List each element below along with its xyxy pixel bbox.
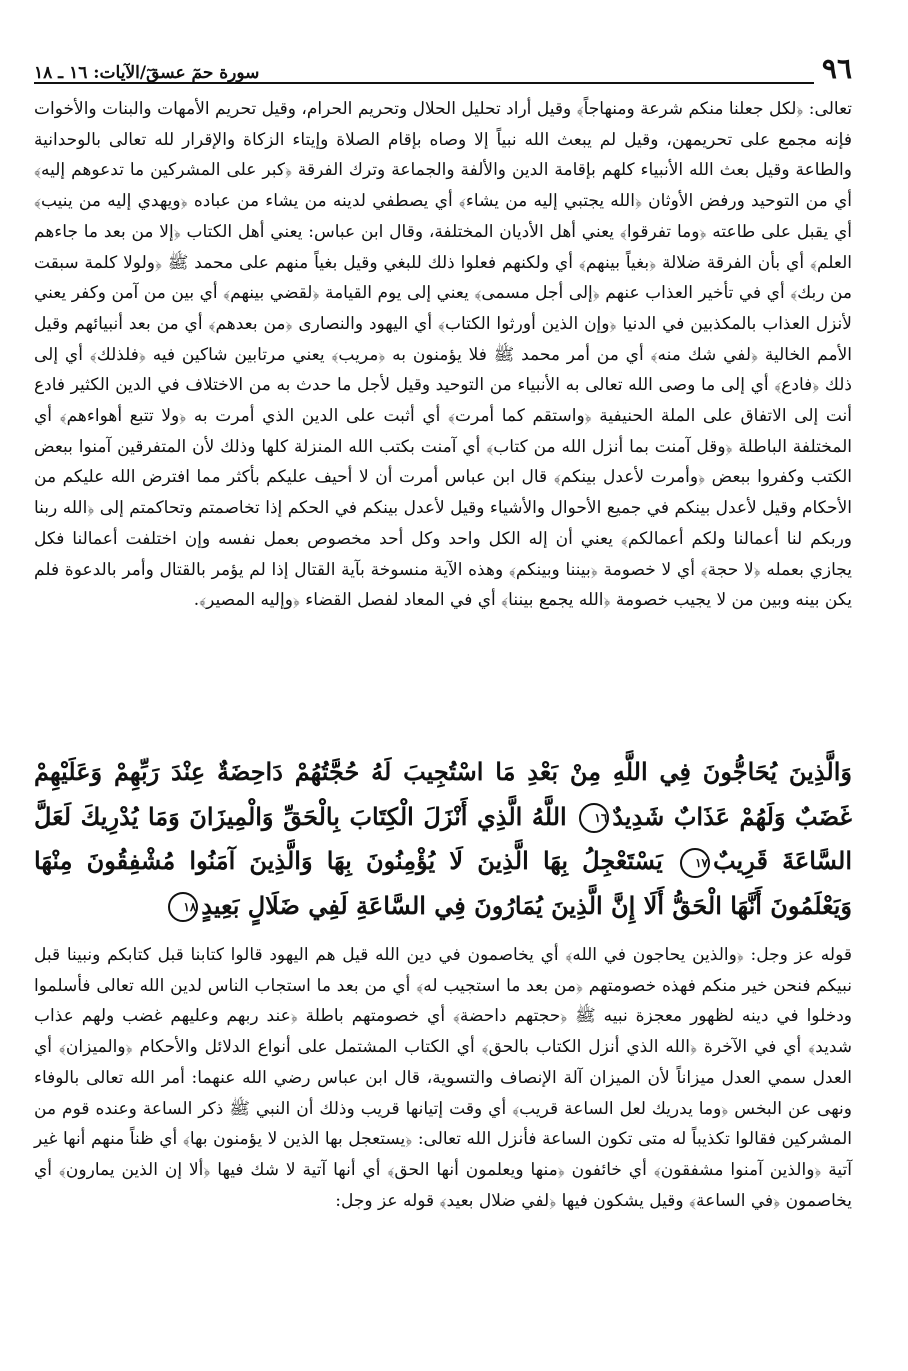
ayah-number-marker: ١٦ (579, 803, 609, 833)
ayah-number-marker: ١٨ (168, 892, 198, 922)
commentary-bottom: قوله عز وجل: ﴿والذين يحاجون في الله﴾ أي يخاصمون في دين الله قيل هم اليهود قالوا كتابنا قبل كتابكم ونبينا قبل نبيكم فنحن خير منكم فهذه خصومتهم ﴿من بعد ما استجيب له﴾ أي من بعد ما استجاب الناس لدين الله تعالى فأسلموا ودخلوا في دينه لظهور معجزة نبيه ﷺ ﴿حجتهم داحضة﴾ أي خصومتهم باطلة ﴿عند ربهم وعليهم غضب ولهم عذاب شديد﴾ أي في الآخرة ﴿الله الذي أنزل الكتاب بالحق﴾ أي الكتاب المشتمل على أنواع الدلائل والأحكام ﴿والميزان﴾ أي العدل سمي العدل ميزاناً لأن الميزان آلة الإنصاف والتسوية، قال ابن عباس رضي الله عنهما: أمر الله تعالى بالوفاء ونهى عن البخس ﴿وما يدريك لعل الساعة قريب﴾ أي وقت إتيانها قريب وذلك أن النبي ﷺ ذكر الساعة وعنده قوم من المشركين فقالوا تكذيباً له متى تكون الساعة فأنزل الله تعالى: ﴿يستعجل بها الذين لا يؤمنون بها﴾ أي ظناً منهم أنها غير آتية ﴿والذين آمنوا مشفقون﴾ أي خائفون ﴿منها ويعلمون أنها الحق﴾ أي أنها آتية لا شك فيها ﴿ألا إن الذين يمارون﴾ أي يخاصمون ﴿في الساعة﴾ وقيل يشكون فيها ﴿لفي ضلال بعيد﴾ قوله عز وجل: (34, 945, 852, 1211)
verse-16: وَالَّذِينَ يُحَاجُّونَ فِي اللَّهِ مِنْ بَعْدِ مَا اسْتُجِيبَ لَهُ حُجَّتُهُمْ دَاحِضَةٌ عِنْدَ رَبِّهِمْ وَعَلَيْهِمْ غَضَبٌ وَلَهُمْ عَذَابٌ شَدِيدٌ (34, 757, 852, 831)
page-number: ٩٦ (821, 52, 852, 85)
commentary-top: تعالى: ﴿لكل جعلنا منكم شرعة ومنهاجاً﴾ وقيل أراد تحليل الحلال وتحريم الحرام، وقيل تحريم الأمهات والبنات والأخوات فإنه مجمع على تحريمهن، وقيل لم يبعث الله نبياً إلا وصاه بإقام الصلاة وإيتاء الزكاة والإقرار لله تعالى بالوحدانية والطاعة وقيل بعث الله الأنبياء كلهم بإقامة الدين والألفة والجماعة وترك الفرقة ﴿كبر على المشركين ما تدعوهم إليه﴾ أي من التوحيد ورفض الأوثان ﴿الله يجتبي إليه من يشاء﴾ أي يصطفي لدينه من يشاء من عباده ﴿ويهدي إليه من ينيب﴾ أي يقبل على طاعته ﴿وما تفرقوا﴾ يعني أهل الأديان المختلفة، وقال ابن عباس: يعني أهل الكتاب ﴿إلا من بعد ما جاءهم العلم﴾ أي بأن الفرقة ضلالة ﴿بغياً بينهم﴾ أي ولكنهم فعلوا ذلك للبغي وقيل بغياً منهم على محمد ﷺ ﴿ولولا كلمة سبقت من ربك﴾ أي في تأخير العذاب عنهم ﴿إلى أجل مسمى﴾ يعني إلى يوم القيامة ﴿لقضي بينهم﴾ أي بين من آمن وكفر يعني لأنزل العذاب بالمكذبين في الدنيا ﴿وإن الذين أورثوا الكتاب﴾ أي اليهود والنصارى ﴿من بعدهم﴾ أي من بعد أنبيائهم وقيل الأمم الخالية ﴿لفي شك منه﴾ أي من أمر محمد ﷺ فلا يؤمنون به ﴿مريب﴾ يعني مرتابين شاكين فيه ﴿فلذلك﴾ أي إلى ذلك ﴿فادع﴾ أي إلى ما وصى الله تعالى به الأنبياء من التوحيد وقيل لأجل ما حدث به من الاختلاف في الدين الكثير فادع أنت إلى الاتفاق على الملة الحنيفية ﴿واستقم كما أمرت﴾ أي أثبت على الدين الذي أمرت به ﴿ولا تتبع أهواءهم﴾ أي المختلفة الباطلة ﴿وقل آمنت بما أنزل الله من كتاب﴾ أي آمنت بكتب الله المنزلة كلها وذلك لأن المتفرقين آمنوا ببعض الكتب وكفروا ببعض ﴿وأمرت لأعدل بينكم﴾ قال ابن عباس أمرت أن لا أحيف عليكم بأكثر مما افترض الله عليكم من الأحكام وقيل لأعدل بينكم في جميع الأحوال والأشياء وقيل لأعدل بينكم في الحكم إذا تخاصمتم وتحاكمتم إلى ﴿الله ربنا وربكم لنا أعمالنا ولكم أعمالكم﴾ يعني أن إله الكل واحد وكل أحد مخصوص بعمل نفسه وإن اختلفت أعمالنا فكل يجازي بعمله ﴿لا حجة﴾ أي لا خصومة ﴿بيننا وبينكم﴾ وهذه الآية منسوخة بآية القتال إذا لم يؤمر بالقتال وأمر بالدعوة فلم يكن بينه وبين من لا يجيب خصومة ﴿الله يجمع بيننا﴾ أي في المعاد لفصل القضاء ﴿وإليه المصير﴾. (34, 99, 852, 611)
ayah-number-marker: ١٧ (680, 848, 710, 878)
verse-18: يَسْتَعْجِلُ بِهَا الَّذِينَ لَا يُؤْمِنُونَ بِهَا وَالَّذِينَ آمَنُوا مُشْفِقُونَ مِنْهَا وَيَعْلَمُونَ أَنَّهَا الْحَقُّ أَلَا إِنَّ الَّذِينَ يُمَارُونَ فِي السَّاعَةِ لَفِي ضَلَالٍ بَعِيدٍ (34, 846, 852, 920)
header-rule (34, 82, 814, 84)
page-header (34, 50, 852, 84)
running-title: سورة حمٓ عسقٓ/الآيات: ١٦ ـ ١٨ (34, 63, 260, 83)
quran-verses (34, 750, 852, 928)
verse-17: اللَّهُ الَّذِي أَنْزَلَ الْكِتَابَ بِالْحَقِّ وَالْمِيزَانَ وَمَا يُدْرِيكَ لَعَلَّ السَّاعَةَ قَرِيبٌ (34, 801, 852, 875)
